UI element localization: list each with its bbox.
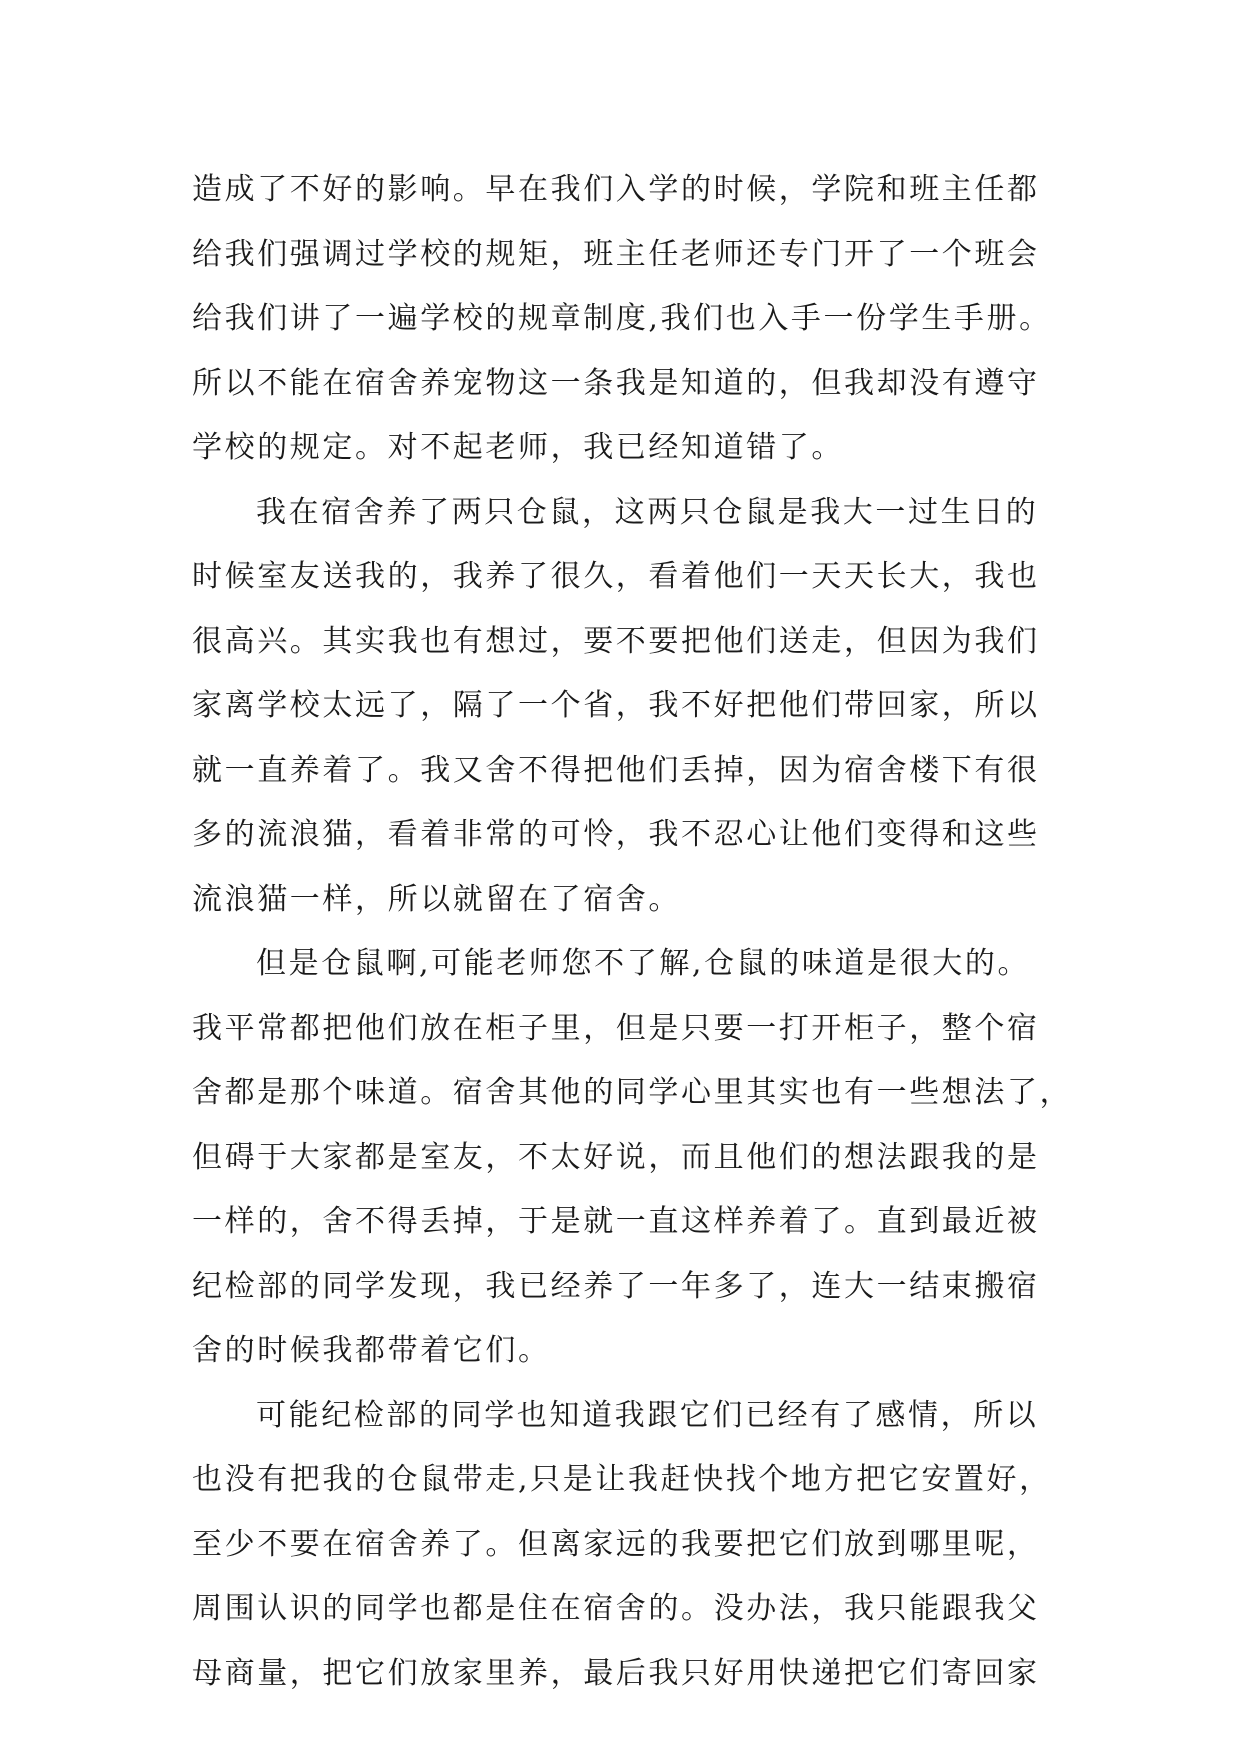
- text-line: 至少不要在宿舍养了。但离家远的我要把它们放到哪里呢，: [192, 1526, 1040, 1562]
- text-line: 给我们强调过学校的规矩，班主任老师还专门开了一个班会: [192, 236, 1040, 272]
- text-line: 时候室友送我的，我养了很久，看着他们一天天长大，我也: [192, 559, 1040, 594]
- text-line: 就一直养着了。我又舍不得把他们丢掉，因为宿舍楼下有很: [192, 752, 1040, 788]
- text-line: 所以不能在宿舍养宠物这一条我是知道的，但我却没有遵守: [192, 365, 1040, 401]
- text-line: 学校的规定。对不起老师，我已经知道错了。: [192, 430, 844, 465]
- text-line: 我平常都把他们放在柜子里，但是只要一打开柜子，整个宿: [192, 1010, 1040, 1046]
- paragraph-first-line: 我在宿舍养了两只仓鼠，这两只仓鼠是我大一过生日的: [256, 494, 1039, 530]
- text-line: 很高兴。其实我也有想过，要不要把他们送走，但因为我们: [192, 623, 1040, 659]
- text-line: 周围认识的同学也都是住在宿舍的。没办法，我只能跟我父: [192, 1591, 1040, 1626]
- text-line: 一样的，舍不得丢掉，于是就一直这样养着了。直到最近被: [192, 1204, 1040, 1239]
- paragraph-first-line: 但是仓鼠啊,可能老师您不了解,仓鼠的味道是很大的。: [256, 946, 1031, 981]
- text-line: 纪检部的同学发现，我已经养了一年多了，连大一结束搬宿: [192, 1268, 1040, 1304]
- text-line: 但碍于大家都是室友，不太好说，而且他们的想法跟我的是: [192, 1139, 1040, 1175]
- text-line: 舍都是那个味道。宿舍其他的同学心里其实也有一些想法了，: [192, 1075, 1073, 1110]
- text-line: 也没有把我的仓鼠带走,只是让我赶快找个地方把它安置好，: [192, 1462, 1052, 1497]
- text-line: 给我们讲了一遍学校的规章制度,我们也入手一份学生手册。: [192, 301, 1052, 336]
- text-line: 流浪猫一样，所以就留在了宿舍。: [192, 881, 681, 917]
- paragraph-first-line: 可能纪检部的同学也知道我跟它们已经有了感情，所以: [256, 1397, 1039, 1433]
- text-line: 母商量，把它们放家里养，最后我只好用快递把它们寄回家: [192, 1655, 1040, 1691]
- document-body: [192, 158, 1092, 1706]
- text-line: 造成了不好的影响。早在我们入学的时候，学院和班主任都: [192, 172, 1040, 207]
- text-line: 舍的时候我都带着它们。: [192, 1333, 551, 1368]
- text-line: 多的流浪猫，看着非常的可怜，我不忍心让他们变得和这些: [192, 817, 1040, 852]
- text-line: 家离学校太远了，隔了一个省，我不好把他们带回家，所以: [192, 688, 1040, 723]
